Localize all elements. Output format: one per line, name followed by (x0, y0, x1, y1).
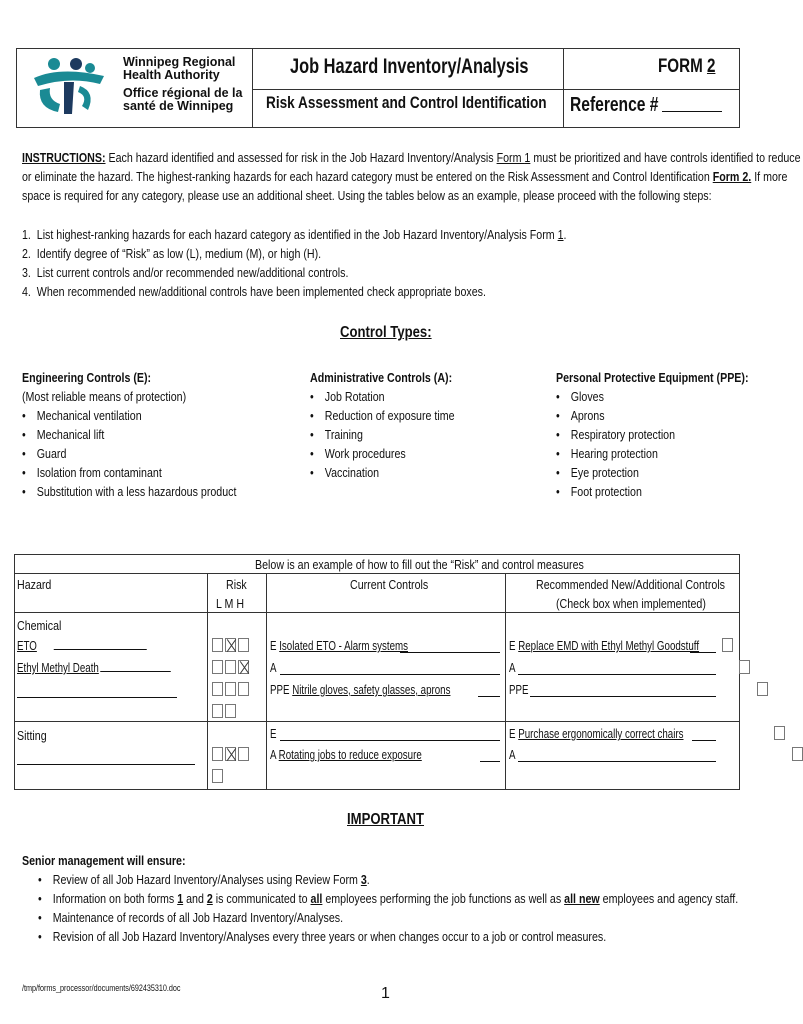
list-item-text: all (310, 891, 323, 906)
risk-low-checkbox[interactable] (212, 638, 223, 652)
risk-checkboxes (212, 638, 251, 654)
list-item: • Guard (22, 444, 236, 463)
step-number: 1. (22, 227, 31, 242)
list-item-text: 2 (206, 891, 213, 906)
list-item-text: 3 (360, 872, 367, 887)
list-item: • Isolation from contaminant (22, 463, 236, 482)
current-control-line[interactable] (270, 726, 277, 741)
fill-line (478, 696, 500, 697)
implemented-checkbox[interactable] (757, 682, 768, 696)
org-name-line: Office régional de la (123, 86, 243, 100)
header-divider (563, 48, 564, 128)
instructions-text: Each hazard identified and assessed for risk in the Job Hazard Inventory/Analysis (105, 150, 497, 165)
org-name-en (123, 56, 235, 82)
table-rule (505, 573, 506, 790)
implemented-checkbox[interactable] (722, 638, 733, 652)
hazard-entry-blank[interactable] (17, 764, 195, 765)
list-item-text: Information on both forms (52, 891, 178, 906)
instructions-text: or eliminate the hazard. The highest-ranking hazards for each hazard category must be entered on the Risk Assessment and Control Identification (22, 169, 713, 184)
table-rule (207, 573, 208, 790)
list-item-text: . (366, 872, 370, 887)
fill-line (518, 674, 716, 675)
ppe-heading: Personal Protective Equipment (PPE): (556, 370, 749, 385)
important-title: IMPORTANT (347, 811, 425, 828)
risk-checkboxes (212, 747, 251, 763)
step-number: 4. (22, 284, 31, 299)
risk-high-checkbox[interactable] (238, 638, 249, 652)
col-header-current: Current Controls (350, 577, 429, 592)
implemented-checkbox[interactable] (792, 747, 803, 761)
hazard-category: Chemical (17, 618, 62, 633)
step-text: 1 (557, 227, 564, 242)
instructions-text: Form (496, 150, 525, 165)
org-name-line: santé de Winnipeg (123, 99, 234, 113)
list-item: • Maintenance of records of all Job Hazard Inventory/Analyses. (38, 908, 738, 927)
step-text: . (563, 227, 567, 242)
list-item: • Mechanical lift (22, 425, 236, 444)
risk-medium-checkbox[interactable] (225, 747, 236, 761)
risk-medium-checkbox[interactable] (225, 660, 236, 674)
risk-high-checkbox[interactable] (238, 660, 249, 674)
list-item: • Work procedures (310, 444, 455, 463)
important-lead: Senior management will ensure: (22, 853, 186, 868)
implemented-checkbox[interactable] (739, 660, 750, 674)
implemented-checkbox[interactable] (774, 726, 785, 740)
list-item: • Mechanical ventilation (22, 406, 236, 425)
risk-checkboxes (212, 704, 238, 720)
table-rule (266, 573, 267, 790)
recommended-control-line[interactable] (509, 638, 699, 653)
list-item: • Aprons (556, 406, 749, 425)
step-text: List highest-ranking hazards for each hazard category as identified in the Job Hazard Inventory/Analysis Form (36, 227, 558, 242)
hazard-entry[interactable] (17, 638, 175, 653)
list-item: • Job Rotation (310, 387, 455, 406)
control-text: Isolated ETO - Alarm systems (279, 638, 408, 653)
instructions-text: 1 (524, 150, 531, 165)
step-text: When recommended new/additional controls have been implemented check appropriate boxes. (36, 284, 486, 299)
reference-field[interactable] (662, 111, 722, 112)
org-name-line: Winnipeg Regional (123, 55, 236, 69)
list-item: • Training (310, 425, 455, 444)
list-item: • Vaccination (310, 463, 455, 482)
col-header-recommended-sub: (Check box when implemented) (556, 596, 706, 611)
fill-line (280, 674, 500, 675)
control-prefix: PPE (270, 682, 293, 697)
list-item-text: 1 (177, 891, 184, 906)
hazard-entry-text: ETO (17, 638, 37, 653)
list-item-text: Review of all Job Hazard Inventory/Analyses using Review Form (52, 872, 361, 887)
recommended-control-line[interactable] (509, 682, 529, 697)
risk-medium-checkbox[interactable] (225, 638, 236, 652)
list-item-text: employees performing the job functions as well as (322, 891, 565, 906)
form-number-value: 2 (706, 56, 716, 77)
instruction-step (22, 225, 567, 244)
risk-medium-checkbox[interactable] (225, 682, 236, 696)
risk-low-checkbox[interactable] (212, 769, 223, 783)
table-caption: Below is an example of how to fill out the “Risk” and control measures (255, 557, 584, 572)
instructions-text: If more (751, 169, 788, 184)
list-item-text: all new (564, 891, 600, 906)
administrative-controls (310, 368, 455, 482)
control-prefix: E (270, 638, 280, 653)
step-text: Identify degree of “Risk” as low (L), medium (M), or high (H). (36, 246, 322, 261)
list-item: • Foot protection (556, 482, 749, 501)
risk-checkboxes (212, 769, 225, 785)
control-text: Replace EMD with Ethyl Methyl Goodstuff (518, 638, 700, 653)
list-item: • Respiratory protection (556, 425, 749, 444)
form-title: Job Hazard Inventory/Analysis (290, 55, 529, 78)
recommended-control-line[interactable] (509, 726, 684, 741)
instruction-step (22, 244, 567, 263)
fill-line (518, 761, 716, 762)
fill-line (690, 652, 716, 653)
risk-low-checkbox[interactable] (212, 704, 223, 718)
risk-high-checkbox[interactable] (238, 747, 249, 761)
instructions-text: Form 2. (712, 169, 752, 184)
fill-line (692, 740, 716, 741)
list-item: • Reduction of exposure time (310, 406, 455, 425)
engineering-heading: Engineering Controls (E): (22, 370, 152, 385)
list-item (38, 889, 738, 908)
risk-medium-checkbox[interactable] (225, 704, 236, 718)
risk-checkboxes (212, 682, 251, 698)
control-prefix: E (509, 726, 519, 741)
page-number: 1 (381, 985, 390, 1002)
engineering-controls (22, 368, 236, 501)
col-header-hazard: Hazard (17, 577, 52, 592)
recommended-control-line[interactable] (509, 660, 516, 675)
control-text: Rotating jobs to reduce exposure (278, 747, 422, 762)
list-item-text: employees and agency staff. (599, 891, 739, 906)
header-divider (252, 48, 253, 128)
org-name-line: Health Authority (123, 68, 220, 82)
fill-line (530, 696, 716, 697)
list-item (38, 870, 738, 889)
instructions-line: space is required for any category, please use an additional sheet. Using the tables below as an example, please proceed with the following steps: (22, 188, 712, 203)
form-number (658, 56, 715, 78)
ppe-controls (556, 368, 749, 501)
wrha-logo-icon (30, 56, 110, 116)
instruction-step (22, 263, 567, 282)
col-header-risk-levels: L M H (216, 596, 245, 611)
instructions-line (22, 167, 787, 186)
step-text: List current controls and/or recommended new/additional controls. (36, 265, 349, 280)
hazard-entry-text: Ethyl Methyl Death (17, 660, 99, 675)
risk-high-checkbox[interactable] (238, 682, 249, 696)
current-control-line[interactable] (270, 682, 450, 697)
list-item: • Gloves (556, 387, 749, 406)
risk-low-checkbox[interactable] (212, 747, 223, 761)
list-item: • Hearing protection (556, 444, 749, 463)
form-subtitle: Risk Assessment and Control Identification (266, 93, 547, 112)
control-prefix: A (509, 660, 516, 675)
form-number-label: FORM (658, 56, 707, 77)
org-name-fr (123, 87, 242, 113)
current-control-line[interactable] (270, 638, 408, 653)
list-item: • Eye protection (556, 463, 749, 482)
fill-line (280, 740, 500, 741)
fill-line (480, 761, 500, 762)
important-list (38, 870, 738, 946)
list-item: • Revision of all Job Hazard Inventory/Analyses every three years or when changes occur to a job or control measures. (38, 927, 738, 946)
administrative-heading: Administrative Controls (A): (310, 370, 453, 385)
step-number: 2. (22, 246, 31, 261)
control-text: Purchase ergonomically correct chairs (518, 726, 684, 741)
col-header-risk: Risk (226, 577, 247, 592)
risk-checkboxes (212, 660, 251, 676)
instruction-step (22, 282, 567, 301)
control-prefix: E (270, 726, 277, 741)
current-control-line[interactable] (270, 747, 422, 762)
list-item-text: and (183, 891, 207, 906)
control-prefix: E (509, 638, 519, 653)
risk-low-checkbox[interactable] (212, 660, 223, 674)
risk-low-checkbox[interactable] (212, 682, 223, 696)
control-types-title: Control Types: (340, 324, 432, 341)
footer-path: /tmp/forms_processor/documents/692435310.doc (22, 983, 181, 993)
col-header-recommended: Recommended New/Additional Controls (536, 577, 726, 592)
control-prefix: A (270, 747, 279, 762)
fill-line (400, 652, 500, 653)
table-rule (14, 721, 740, 722)
control-prefix: A (509, 747, 516, 762)
list-item-text: is communicated to (212, 891, 311, 906)
engineering-note: (Most reliable means of protection) (22, 389, 187, 404)
instructions-line (22, 148, 801, 167)
control-text: Nitrile gloves, safety glasses, aprons (292, 682, 451, 697)
hazard-entry-blank[interactable] (17, 697, 177, 698)
list-item: • Substitution with a less hazardous product (22, 482, 236, 501)
instructions-text: must be prioritized and have controls identified to reduce (530, 150, 801, 165)
hazard-entry[interactable] (17, 660, 175, 675)
recommended-control-line[interactable] (509, 747, 516, 762)
instruction-steps (22, 225, 567, 301)
hazard-category: Sitting (17, 728, 47, 743)
step-number: 3. (22, 265, 31, 280)
reference-label: Reference # (570, 94, 659, 116)
instructions-label: INSTRUCTIONS: (22, 150, 106, 165)
control-prefix: PPE (509, 682, 529, 697)
current-control-line[interactable] (270, 660, 277, 675)
header-divider (252, 89, 740, 90)
control-prefix: A (270, 660, 277, 675)
